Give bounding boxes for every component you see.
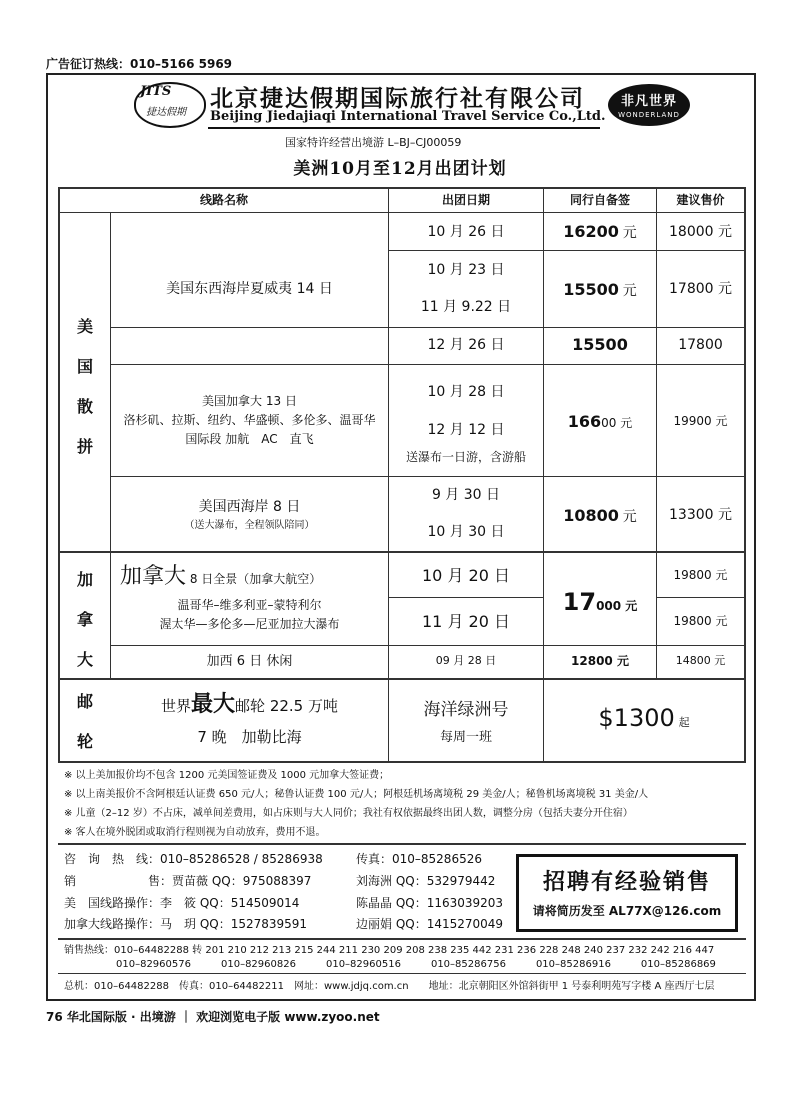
peer-price: 12800 元: [571, 654, 629, 668]
price-value: $1300: [598, 704, 675, 732]
retail-price: 13300 元: [669, 507, 732, 523]
category-char: 邮: [76, 692, 93, 711]
notes-divider: [58, 843, 746, 845]
contact-hotline: 咨 询 热 线：010–85286528 / 85286938: [64, 852, 323, 866]
departure-date: 11 月 20 日: [422, 612, 510, 631]
contact-sales: 销 售：贾苗薇 QQ：975088397: [64, 874, 312, 888]
price-unit: 00 元: [601, 416, 633, 430]
retail-price: 19900 元: [673, 414, 728, 428]
peer-price: [544, 410, 656, 434]
category-canada: [60, 560, 110, 680]
route-note: （送大瀑布，全程领队陪同）: [184, 520, 315, 532]
contact-bian: 边丽娟 QQ：1415270049: [356, 917, 504, 931]
note-item: ※ 儿童（2–12 岁）不占床，减单间差费用，如占床则与大人同价；我社有权依据最终出团人数，调整分房（包括夫妻分开住宿）: [64, 808, 633, 819]
brand-name-en: WONDERLAND: [618, 111, 680, 119]
cruise-itinerary: 7 晚 加勒比海: [197, 728, 302, 746]
route-title: 加拿大: [120, 564, 187, 589]
category-char: 加: [76, 570, 93, 589]
price-value: 16200: [563, 222, 619, 241]
departure-date: 10 月 28 日: [427, 384, 505, 400]
route-details: [111, 596, 388, 634]
cruise-ship: 海洋绿洲号: [423, 700, 509, 720]
cruise-pre: 世界: [161, 697, 192, 715]
category-cruise: [60, 682, 110, 762]
row-divider: [110, 476, 746, 477]
table-header-divider: [58, 212, 746, 213]
route-name: 美国东西海岸夏威夷 14 日: [166, 281, 333, 297]
route-days: 8 日全景（加拿大航空）: [189, 572, 322, 586]
price-unit: 元: [622, 509, 637, 525]
departure-date: 11 月 9.22 日: [420, 299, 512, 315]
plan-title: 美洲10月至12月出团计划: [293, 159, 507, 179]
price-unit: 000 元: [596, 599, 638, 613]
row-divider: [656, 597, 746, 598]
departure-date: 12 月 12 日: [427, 422, 505, 438]
peer-price: [544, 278, 656, 302]
category-char: 大: [76, 650, 93, 669]
peer-price: [544, 504, 656, 528]
departure-date: 10 月 23 日: [427, 262, 505, 278]
departure-date: 10 月 30 日: [427, 524, 505, 540]
section-divider: [58, 678, 746, 680]
retail-price: 19800 元: [673, 614, 728, 628]
recruit-title: 招聘有经验销售: [542, 870, 711, 895]
price-value: 166: [567, 412, 602, 431]
contact-fax: 传真：010–85286526: [356, 852, 482, 866]
peer-price: [544, 333, 656, 357]
license-text: 国家特许经营出境游 L–BJ–CJ00059: [285, 136, 462, 149]
contact-south-america: 刘海洲 QQ：532979442: [356, 874, 496, 888]
logo-cn: 捷达假期: [146, 107, 186, 118]
category-char: 散: [76, 397, 93, 416]
cruise-headline: [111, 688, 388, 721]
sales-line: 销售热线：010–64482288 转 201 210 212 213 215 244 211 230 209 208 238 235 442 231 236 228 248 240 237 232 242 216 447: [64, 945, 715, 956]
header-retail-price: 建议售价: [676, 193, 725, 207]
section-divider: [58, 551, 746, 553]
col-divider: [543, 187, 544, 763]
retail-price: 17800 元: [669, 281, 732, 297]
sales-hotline: [64, 944, 716, 972]
company-name-cn: 北京捷达假期国际旅行社有限公司: [210, 85, 585, 112]
route-name: 美国加拿大 13 日: [202, 394, 297, 408]
retail-price: 17800: [678, 337, 723, 353]
cruise-price: [544, 700, 744, 736]
table-border-right: [744, 187, 746, 763]
row-divider: [110, 645, 746, 646]
departure-date: 10 月 20 日: [422, 566, 510, 585]
price-value: 17: [562, 588, 597, 616]
company-name-en: Beijing Jiedajiaqi International Travel Service Co.,Ltd.: [210, 109, 606, 124]
company-underline: [208, 127, 600, 129]
category-char: 美: [76, 317, 93, 336]
cruise-big: 最大: [191, 692, 236, 717]
row-divider: [388, 250, 746, 251]
contact-us-operation: 美 国线路操作：李 筱 QQ：514509014: [64, 896, 300, 910]
table-border-bottom: [58, 761, 746, 763]
category-usa: [60, 307, 110, 467]
route-line: 温哥华–维多利亚–蒙特利尔: [177, 598, 322, 612]
peer-price: [544, 220, 656, 244]
note-item: ※ 客人在境外脱团或取消行程则视为自动放弃，费用不退。: [64, 827, 326, 838]
category-char: 拿: [76, 610, 93, 629]
header-peer-price: 同行自备签: [569, 193, 630, 207]
route-cities: 洛杉矶、拉斯、纽约、华盛顿、多伦多、温哥华: [123, 413, 376, 428]
retail-price: 18000 元: [669, 224, 732, 240]
price-value: 15500: [563, 280, 619, 299]
price-suffix: 起: [678, 716, 690, 729]
brand-badge: [608, 84, 690, 126]
category-char: 拼: [76, 437, 93, 456]
retail-price: 19800 元: [673, 568, 728, 582]
notes: [64, 766, 648, 842]
departure-date: 9 月 30 日: [431, 487, 501, 503]
logo-abbr: JITS: [140, 84, 172, 99]
route-name: 加西 6 日 休闲: [206, 654, 293, 669]
departure-date: 12 月 26 日: [427, 337, 505, 353]
route-line: 渥太华—多伦多—尼亚加拉大瀑布: [159, 617, 340, 632]
contact-canada-operation: 加拿大线路操作：马 玥 QQ：1527839591: [64, 917, 308, 931]
category-char: 轮: [76, 732, 93, 751]
retail-price: 14800 元: [675, 654, 726, 667]
cruise-post: 邮轮 22.5 万吨: [235, 697, 338, 715]
recruit-email: 请将简历发至 AL77X@126.com: [532, 904, 722, 918]
route-flight: 国际段 加航 AC 直飞: [185, 432, 314, 447]
sales-divider: [58, 973, 746, 974]
price-unit: 元: [622, 283, 637, 299]
route-details: [111, 496, 388, 534]
route-headline: [120, 560, 388, 593]
row-divider: [110, 364, 746, 365]
footer-info: 总机：010–64482288 传真：010–64482211 网址：www.jdjq.com.cn 地址：北京朝阳区外馆斜街甲 1 号泰利明苑写字楼 A 座西厅七层: [64, 981, 715, 992]
recruit-box: [516, 854, 738, 932]
note-item: ※ 以上南美报价不含阿根廷认证费 650 元/人；秘鲁认证费 100 元/人；阿根廷机场离境税 29 美金/人；秘鲁机场离境税 31 美金/人: [64, 789, 649, 800]
row-divider: [110, 327, 746, 328]
note-item: ※ 以上美加报价均不包含 1200 元美国签证费及 1000 元加拿大签证费；: [64, 770, 390, 781]
peer-price: [544, 584, 656, 620]
cruise-frequency: 每周一班: [439, 730, 492, 745]
route-name: 美国西海岸 8 日: [198, 499, 301, 515]
category-char: 国: [76, 357, 93, 376]
header-date: 出团日期: [441, 193, 490, 207]
header-route: 线路名称: [199, 193, 248, 207]
date-note: 送瀑布一日游，含游船: [405, 450, 526, 464]
contacts-divider: [58, 938, 746, 940]
ad-hotline: 广告征订热线：010–5166 5969: [46, 57, 233, 71]
departure-date: 09 月 28 日: [435, 654, 497, 667]
page-footer: 76 华北国际版 · 出境游 ｜ 欢迎浏览电子版 www.zyoo.net: [46, 1010, 380, 1024]
route-details: [111, 392, 388, 450]
sales-line: 010–82960576 010–82960826 010–82960516 010–85286756 010–85286916 010–85286869: [116, 959, 716, 970]
departure-date: 10 月 26 日: [427, 224, 505, 240]
col-divider: [656, 187, 657, 678]
price-value: 10800: [563, 506, 619, 525]
price-value: 15500: [572, 335, 628, 354]
price-unit: 元: [622, 225, 637, 241]
row-divider: [388, 597, 543, 598]
contact-chen: 陈晶晶 QQ：1163039203: [356, 896, 504, 910]
brand-name-cn: 非凡世界: [620, 94, 677, 109]
